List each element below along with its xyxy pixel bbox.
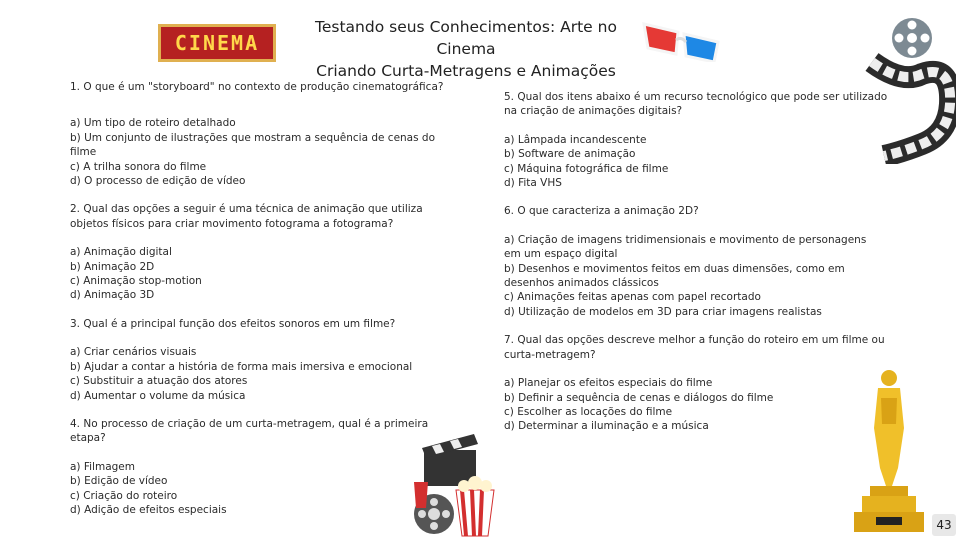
right-column <box>504 90 894 434</box>
q6-option-b-cont: desenhos animados clássicos <box>504 277 659 290</box>
q5-option-c: c) Máquina fotográfica de filme <box>504 162 669 175</box>
q4-question: 4. No processo de criação de um curta-metragem, qual é a primeira <box>70 417 429 430</box>
page-number: 43 <box>932 514 956 536</box>
q3-option-d: d) Aumentar o volume da música <box>70 389 246 402</box>
q1-option-b: b) Um conjunto de ilustrações que mostram a sequência de cenas do <box>70 131 436 144</box>
q3-option-a: a) Criar cenários visuais <box>70 346 197 359</box>
q5-option-a: a) Lâmpada incandescente <box>504 133 647 146</box>
title-line-1: Testando seus Conhecimentos: Arte no Cinema <box>315 18 617 58</box>
q4-option-d: d) Adição de efeitos especiais <box>70 503 227 516</box>
3d-glasses-icon <box>640 18 722 62</box>
q3-option-b: b) Ajudar a contar a história de forma mais imersiva e emocional <box>70 360 413 373</box>
q1-question: 1. O que é um "storyboard" no contexto de produção cinematográfica? <box>70 81 444 93</box>
q4-option-a: a) Filmagem <box>70 460 135 473</box>
q3-option-c: c) Substituir a atuação dos atores <box>70 375 248 388</box>
q7-question: 7. Qual das opções descreve melhor a função do roteiro em um filme ou <box>504 334 885 347</box>
q6-option-d: d) Utilização de modelos em 3D para criar imagens realistas <box>504 305 822 318</box>
q2-question: 2. Qual das opções a seguir é uma técnica de animação que utiliza <box>70 203 423 216</box>
q3-question: 3. Qual é a principal função dos efeitos sonoros em um filme? <box>70 317 396 330</box>
q6-option-b: b) Desenhos e movimentos feitos em duas dimensões, como em <box>504 262 845 275</box>
q1-option-c: c) A trilha sonora do filme <box>70 160 207 173</box>
q4-option-b: b) Edição de vídeo <box>70 475 168 488</box>
q7-option-c: c) Escolher as locações do filme <box>504 405 673 418</box>
q6-option-c: c) Animações feitas apenas com papel recortado <box>504 291 761 304</box>
q4-question-cont: etapa? <box>70 432 106 445</box>
q7-question-cont: curta-metragem? <box>504 348 596 361</box>
q5-option-b: b) Software de animação <box>504 148 636 161</box>
q2-option-a: a) Animação digital <box>70 246 172 259</box>
q7-option-b: b) Definir a sequência de cenas e diálogos do filme <box>504 391 774 404</box>
title-line-2: Criando Curta-Metragens e Animações <box>316 62 616 80</box>
oscar-statue-icon <box>852 368 926 534</box>
q4-option-c: c) Criação do roteiro <box>70 489 178 502</box>
q5-question-cont: na criação de animações digitais? <box>504 105 683 118</box>
q2-option-c: c) Animação stop-motion <box>70 275 202 288</box>
q1-option-d: d) O processo de edição de vídeo <box>70 175 246 188</box>
q2-option-d: d) Animação 3D <box>70 289 155 302</box>
q2-question-cont: objetos físicos para criar movimento fotograma a fotograma? <box>70 217 394 230</box>
q7-option-a: a) Planejar os efeitos especiais do filme <box>504 377 713 390</box>
q5-question: 5. Qual dos itens abaixo é um recurso tecnológico que pode ser utilizado <box>504 91 888 103</box>
cinema-sign-icon <box>158 24 276 62</box>
q2-option-b: b) Animação 2D <box>70 260 155 273</box>
q6-option-a: a) Criação de imagens tridimensionais e movimento de personagens <box>504 233 867 246</box>
cinema-sign-text: CINEMA <box>174 31 260 55</box>
q5-option-d: d) Fita VHS <box>504 177 562 190</box>
q7-option-d: d) Determinar a iluminação e a música <box>504 420 709 433</box>
page-title <box>296 16 636 82</box>
q6-question: 6. O que caracteriza a animação 2D? <box>504 205 699 218</box>
q1-option-a: a) Um tipo de roteiro detalhado <box>70 117 236 130</box>
clapperboard-popcorn-icon <box>404 432 504 538</box>
q1-option-b-cont: filme <box>70 146 97 159</box>
q6-option-a-cont: em um espaço digital <box>504 248 618 261</box>
